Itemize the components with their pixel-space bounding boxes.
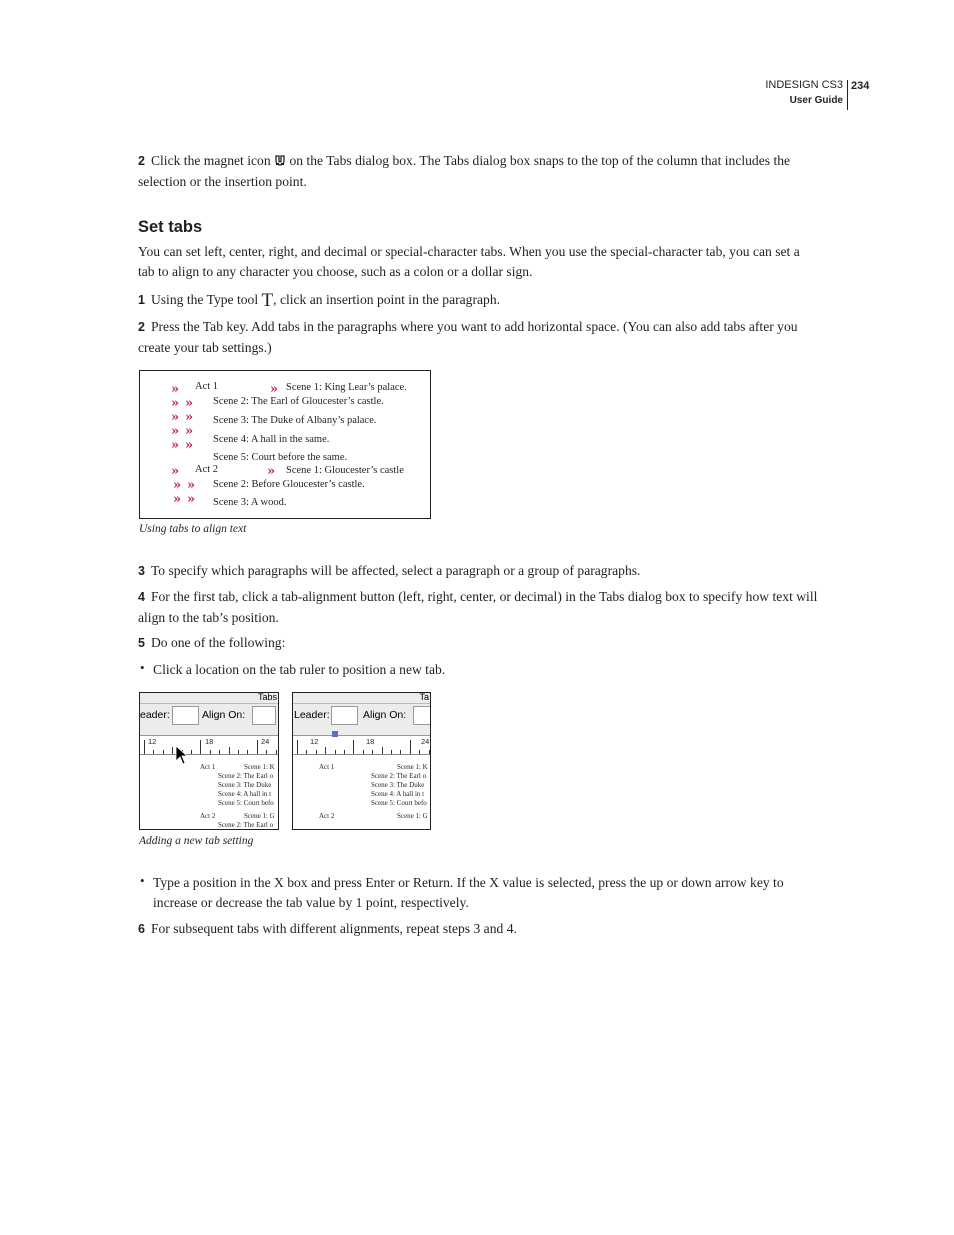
ruler-tick: [266, 750, 267, 754]
tab-ruler[interactable]: [140, 736, 278, 755]
scene-line: Scene 2: The Earl of Gloucester’s castle.: [213, 396, 384, 407]
step-number: 4: [138, 590, 145, 604]
figure-tab-ruler-before: [139, 692, 279, 830]
ruler-tick: [372, 750, 373, 754]
act-label: Act 2: [195, 464, 219, 475]
ruler-tick: [306, 750, 307, 754]
sample-line: Act 1: [200, 763, 216, 771]
page-number: 234: [851, 80, 870, 92]
leader-field[interactable]: [172, 706, 199, 725]
ruler-tick: [247, 750, 248, 754]
sample-line: Scene 1: G: [244, 812, 275, 820]
step-text: Press the Tab key. Add tabs in the paragraphs where you want to add horizontal space. (You can also add tabs after you create your tab settings.): [138, 319, 798, 355]
ruler-tick: [344, 750, 345, 754]
step-text-after: on the Tabs dialog box. The Tabs dialog box snaps to the top of the column that includes the selection or the insertion point.: [138, 153, 791, 189]
ruler-tick: [419, 750, 420, 754]
step-4: [138, 587, 818, 627]
dialog-title: Tabs: [257, 692, 277, 702]
sample-line: Scene 5: Court befo: [371, 799, 427, 807]
tab-marker: »: [171, 410, 180, 425]
tabs-dialog: [140, 693, 278, 736]
sample-line: Scene 3: The Duke: [218, 781, 272, 789]
header-divider: [847, 80, 848, 110]
tab-marker: »: [171, 396, 180, 411]
ruler-tick: [335, 750, 336, 754]
scene-line: Scene 4: A hall in the same.: [213, 434, 330, 445]
ruler-tick: [382, 747, 383, 754]
ruler-tick: [400, 750, 401, 754]
step-text-after: , click an insertion point in the paragraph.: [273, 292, 501, 307]
ruler-number: 24: [261, 737, 270, 746]
sample-line: Scene 3: The Duke: [371, 781, 425, 789]
ruler-tick: [353, 740, 354, 754]
tab-marker: »: [185, 396, 194, 411]
ruler-tick: [276, 750, 277, 754]
align-on-field[interactable]: [252, 706, 276, 725]
ruler-number: 18: [205, 737, 214, 746]
align-on-label: Align On:: [202, 709, 246, 721]
figure-caption: Adding a new tab setting: [139, 835, 254, 847]
section-heading: Set tabs: [138, 218, 203, 236]
step-text-before: Click the magnet icon: [150, 153, 271, 168]
bullet-item: Click a location on the tab ruler to position a new tab.: [153, 662, 446, 677]
tab-marker: »: [173, 478, 182, 493]
align-on-label: Align On:: [363, 709, 407, 721]
tab-marker: »: [270, 382, 279, 397]
step-number: 5: [138, 636, 145, 650]
step-text: Do one of the following:: [150, 635, 286, 650]
ruler-tick: [229, 747, 230, 754]
step-6: [138, 919, 818, 940]
ruler-tick: [297, 740, 298, 754]
scene-line: Scene 5: Court before the same.: [213, 452, 348, 463]
ruler-tick: [391, 750, 392, 754]
sample-line: Scene 4: A hall in t: [218, 790, 272, 798]
tab-marker: »: [171, 464, 180, 479]
step-number: 6: [138, 922, 145, 936]
dialog-title: Ta: [419, 692, 429, 702]
tab-marker: »: [171, 438, 180, 453]
ruler-tick: [325, 747, 326, 754]
step-1: [138, 290, 818, 311]
sample-line: Scene 1: G: [397, 812, 428, 820]
ruler-tick: [172, 747, 173, 754]
leader-field[interactable]: [331, 706, 358, 725]
align-on-field[interactable]: [413, 706, 431, 725]
step-number: 1: [138, 293, 145, 307]
sample-line: Scene 1: K: [397, 763, 428, 771]
ruler-tick: [257, 740, 258, 754]
tab-marker: »: [171, 382, 180, 397]
act-label: Act 1: [195, 381, 219, 392]
ruler-number: 12: [148, 737, 157, 746]
mouse-pointer-icon: [175, 745, 189, 770]
ruler-number: 18: [366, 737, 375, 746]
figure-tab-ruler-after: [292, 692, 431, 830]
ruler-tick: [219, 750, 220, 754]
sample-line: Scene 2: The Earl o: [218, 821, 274, 829]
scene-line: Scene 2: Before Gloucester’s castle.: [213, 479, 365, 490]
tab-stop-marker[interactable]: [332, 731, 338, 737]
figure-caption: Using tabs to align text: [139, 523, 247, 535]
step-2: [138, 317, 818, 357]
ruler-tick: [144, 740, 145, 754]
step-text: For the first tab, click a tab-alignment button (left, right, center, or decimal) in the Tabs dialog box to specify how text will align to the tab’s position.: [138, 589, 818, 625]
bullet-item: Type a position in the X box and press Enter or Return. If the X value is selected, press the up or down arrow key to increase or decrease the tab value by 1 point, respectively.: [153, 875, 784, 910]
step-text: To specify which paragraphs will be affected, select a paragraph or a group of paragraphs.: [150, 563, 641, 578]
sample-line: Scene 2: The Earl o: [371, 772, 427, 780]
sample-line: Scene 1: K: [244, 763, 275, 771]
product-name: INDESIGN CS3: [765, 79, 843, 91]
tab-marker: »: [171, 424, 180, 439]
sample-line: Scene 5: Court befo: [218, 799, 274, 807]
step-number: 2: [138, 320, 145, 334]
step-text-before: Using the Type tool: [150, 292, 259, 307]
sample-line: Act 2: [200, 812, 216, 820]
tab-marker: »: [185, 424, 194, 439]
tab-marker: »: [173, 492, 182, 507]
sample-line: Scene 2: The Earl o: [218, 772, 274, 780]
tab-ruler[interactable]: [293, 736, 430, 755]
ruler-tick: [191, 750, 192, 754]
type-tool-icon: T: [261, 290, 274, 311]
sample-line: Act 2: [319, 812, 335, 820]
divider: [140, 703, 278, 704]
ruler-tick: [163, 750, 164, 754]
step-number: 3: [138, 564, 145, 578]
scene-line: Scene 3: The Duke of Albany’s palace.: [213, 415, 377, 426]
divider: [293, 703, 430, 704]
bullet-dot: •: [140, 660, 145, 675]
tabs-dialog: [293, 693, 430, 736]
step-3: [138, 561, 818, 582]
guide-name: User Guide: [789, 95, 843, 106]
ruler-tick: [363, 750, 364, 754]
tab-marker: »: [185, 438, 194, 453]
bullet-dot: •: [140, 873, 145, 888]
ruler-number: 12: [310, 737, 319, 746]
ruler-number: 24: [421, 737, 430, 746]
ruler-tick: [410, 740, 411, 754]
scene-line: Scene 1: Gloucester’s castle: [286, 465, 404, 476]
tab-marker: »: [187, 478, 196, 493]
scene-line: Scene 3: A wood.: [213, 497, 287, 508]
intro-step: [138, 151, 818, 191]
step-number: 2: [138, 154, 145, 168]
ruler-tick: [210, 750, 211, 754]
ruler-tick: [316, 750, 317, 754]
tab-marker: »: [187, 492, 196, 507]
ruler-tick: [429, 750, 430, 754]
step-text: For subsequent tabs with different alignments, repeat steps 3 and 4.: [150, 921, 517, 936]
sample-line: Scene 4: A hall in t: [371, 790, 425, 798]
step-5: [138, 633, 818, 654]
scene-line: Scene 1: King Lear’s palace.: [286, 382, 407, 393]
tab-marker: »: [267, 464, 276, 479]
magnet-icon: [274, 152, 286, 172]
section-intro: You can set left, center, right, and decimal or special-character tabs. When you use the special-character tab, you can set a tab to align to any character you choose, such as a colon or a dollar sign.: [138, 244, 800, 279]
tab-marker: »: [185, 410, 194, 425]
sample-line: Act 1: [319, 763, 335, 771]
ruler-tick: [200, 740, 201, 754]
leader-label: Leader:: [294, 709, 330, 721]
leader-label: eader:: [140, 709, 170, 721]
ruler-tick: [238, 750, 239, 754]
ruler-tick: [153, 750, 154, 754]
figure-tabs-align: [139, 370, 431, 519]
